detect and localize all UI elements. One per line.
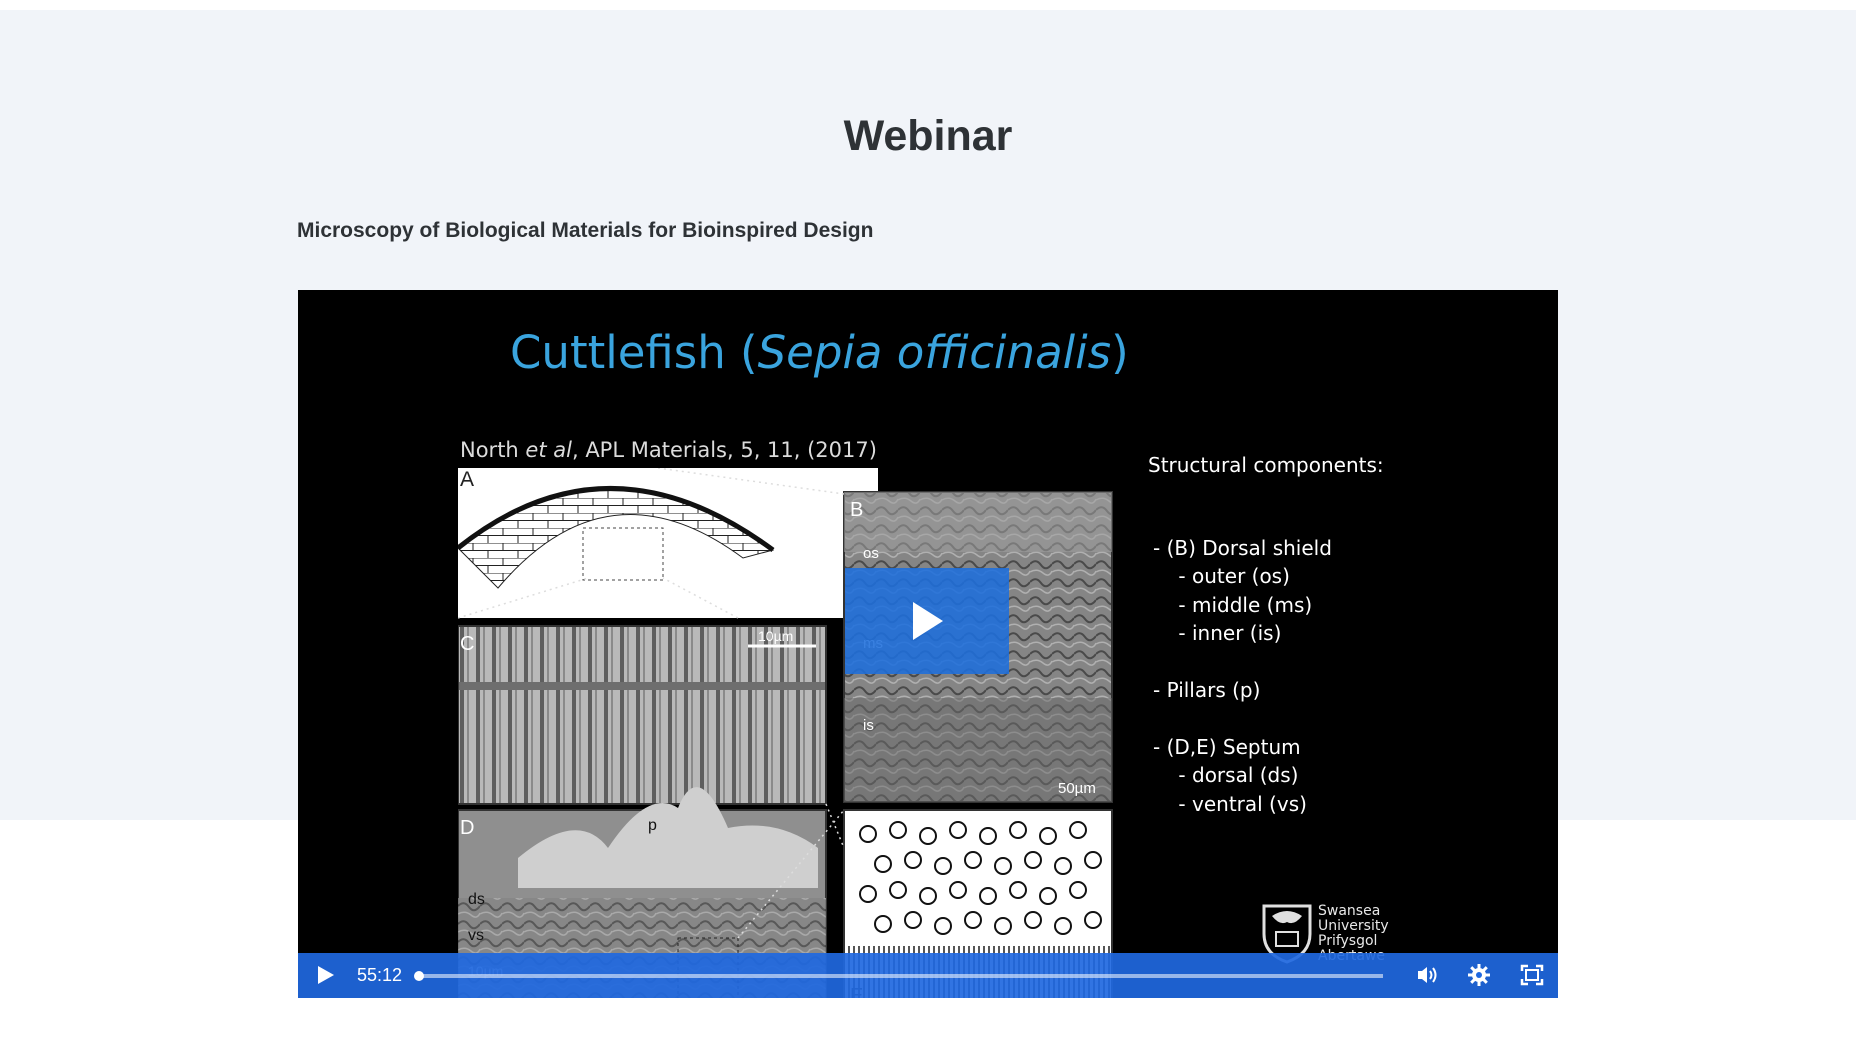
component-item: - outer (os) <box>1153 564 1290 589</box>
settings-button[interactable] <box>1457 953 1501 998</box>
label-is: is <box>863 717 874 734</box>
component-item <box>1153 704 1332 732</box>
component-item: - ventral (vs) <box>1153 791 1307 816</box>
logo-line: University <box>1318 918 1389 934</box>
play-button[interactable] <box>303 953 347 998</box>
page-title: Webinar <box>843 112 1013 160</box>
volume-icon <box>1416 964 1440 986</box>
component-item: - middle (ms) <box>1153 592 1313 617</box>
label-os: os <box>863 545 879 562</box>
components-list <box>1153 534 1332 818</box>
label-p: p <box>648 817 657 834</box>
components-title: Structural components: <box>1148 453 1384 477</box>
panel-b-letter: B <box>850 499 864 521</box>
webinar-subtitle: Microscopy of Biological Materials for Bioinspired Design <box>297 219 874 242</box>
panel-c-letter: C <box>460 633 475 655</box>
panel-d-letter: D <box>460 817 475 839</box>
slide-title-species: Sepia officinalis <box>757 326 1112 379</box>
play-icon <box>911 600 945 642</box>
big-play-button[interactable] <box>845 568 1009 674</box>
slide-title <box>510 326 1129 379</box>
panel-a-letter: A <box>460 468 475 491</box>
logo-line: Prifysgol <box>1318 933 1378 949</box>
video-player[interactable] <box>298 290 1558 998</box>
slide-title-close: ) <box>1111 326 1129 379</box>
time-display: 55:12 <box>357 965 403 985</box>
scale-bar-c: 10µm <box>758 628 794 644</box>
component-item: - dorsal (ds) <box>1153 763 1299 788</box>
logo-line: Swansea <box>1318 903 1381 919</box>
play-icon <box>314 964 336 986</box>
scale-bar-b: 50µm <box>1058 780 1096 797</box>
citation-rest: , APL Materials, 5, 11, (2017) <box>571 438 877 462</box>
player-controls <box>298 953 1558 998</box>
fullscreen-icon <box>1520 964 1544 986</box>
component-item: - Pillars (p) <box>1153 677 1261 702</box>
label-ds: ds <box>468 891 485 908</box>
progress-thumb[interactable] <box>414 971 424 981</box>
citation-etal: et al <box>525 438 572 462</box>
component-item: - (B) Dorsal shield <box>1153 536 1332 560</box>
progress-bar[interactable] <box>418 974 1383 978</box>
gear-icon <box>1468 964 1490 986</box>
component-item: - (D,E) Septum <box>1153 734 1301 759</box>
component-item: - inner (is) <box>1153 621 1282 646</box>
slide-citation <box>460 438 877 462</box>
citation-author: North <box>460 438 526 462</box>
microscopy-figure <box>458 468 1138 998</box>
label-vs: vs <box>468 927 484 944</box>
panel-c <box>458 626 826 804</box>
slide-title-plain: Cuttlefish ( <box>510 326 758 379</box>
fullscreen-button[interactable] <box>1509 953 1553 998</box>
volume-button[interactable] <box>1405 953 1449 998</box>
component-item <box>1153 648 1332 676</box>
